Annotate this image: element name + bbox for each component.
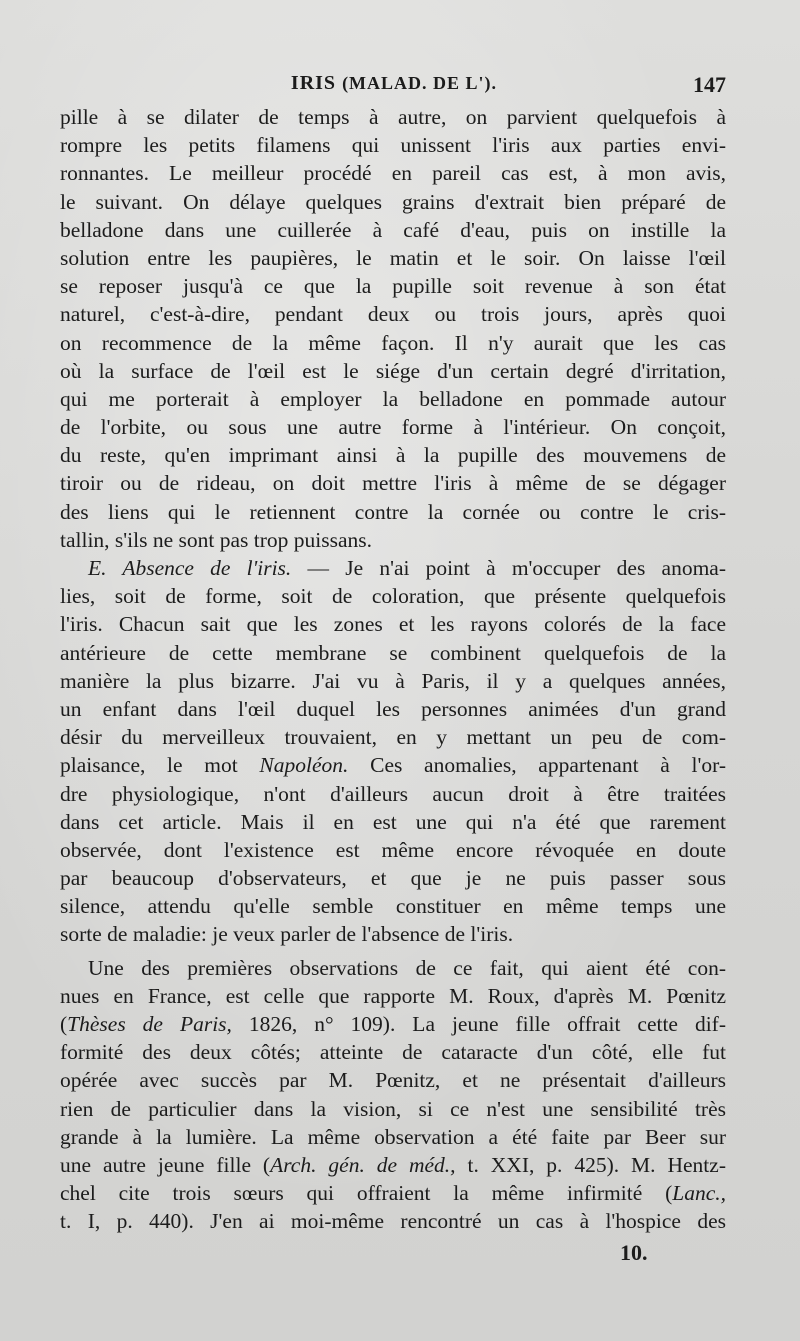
text-segment: désir du merveilleux trouvaient, en y mettant un peu de com- bbox=[60, 725, 726, 750]
page-number: 147 bbox=[693, 72, 726, 97]
text-segment: lies, soit de forme, soit de coloration, que présente quelquefois bbox=[60, 584, 726, 609]
signature-mark: 10. bbox=[620, 1240, 648, 1265]
text-segment: observée, dont l'existence est même encore révoquée en doute bbox=[60, 837, 726, 862]
text-line bbox=[60, 582, 726, 610]
text-segment: opérée avec succès par M. Pœnitz, et ne présentait d'ailleurs bbox=[60, 1068, 726, 1093]
running-title-sub: (MALAD. DE L'). bbox=[342, 73, 498, 93]
text-segment: tallin, s'ils ne sont pas trop puissans. bbox=[60, 527, 373, 552]
text-segment: nues en France, est celle que rapporte M. Roux, d'après M. Pœnitz bbox=[60, 983, 726, 1008]
text-segment: pille à se dilater de temps à autre, on parvient quelquefois à bbox=[60, 105, 726, 129]
text-segment: sorte de maladie: je veux parler de l'absence de l'iris. bbox=[60, 922, 514, 947]
text-segment: t. XXI, p. 425). M. Hentz- bbox=[455, 1152, 726, 1177]
italic-text: Napoléon. bbox=[259, 753, 349, 778]
text-segment: tiroir ou de rideau, on doit mettre l'iris à même de se dégager bbox=[60, 471, 726, 496]
text-line bbox=[60, 441, 726, 469]
text-segment: formité des deux côtés; atteinte de cataracte d'un côté, elle fut bbox=[60, 1040, 726, 1065]
text-line bbox=[60, 639, 726, 667]
text-segment: Une des premières observations de ce fait, qui aient été con- bbox=[88, 955, 726, 980]
text-segment: qui me porterait à employer la belladone en pommade autour bbox=[60, 386, 726, 411]
running-title-main: IRIS bbox=[290, 72, 337, 94]
text-line bbox=[60, 188, 726, 216]
text-line bbox=[60, 469, 726, 497]
italic-text: Thèses de Paris, bbox=[67, 1012, 232, 1036]
text-line bbox=[60, 498, 726, 526]
text-line bbox=[60, 610, 726, 638]
text-line bbox=[60, 808, 726, 836]
text-segment: silence, attendu qu'elle semble constituer en même temps une bbox=[60, 894, 726, 919]
text-segment: chel cite trois sœurs qui offraient la même infirmité ( bbox=[60, 1181, 673, 1206]
text-line bbox=[60, 667, 726, 695]
text-segment: dre physiologique, n'ont d'ailleurs aucun droit à être traitées bbox=[60, 781, 726, 806]
text-line bbox=[60, 892, 726, 920]
text-segment: dans cet article. Mais il en est une qui n'a été que rarement bbox=[60, 809, 726, 834]
text-line bbox=[60, 329, 726, 357]
text-line bbox=[60, 836, 726, 864]
text-line bbox=[60, 723, 726, 751]
text-line bbox=[60, 1095, 726, 1123]
text-segment: ( bbox=[60, 1012, 68, 1036]
text-segment: rien de particulier dans la vision, si ce n'est une sensibilité très bbox=[60, 1096, 726, 1121]
text-line bbox=[60, 216, 726, 244]
italic-text: Lanc., bbox=[672, 1181, 726, 1206]
text-segment: une autre jeune fille ( bbox=[60, 1152, 271, 1177]
text-segment: 1826, n° 109). La jeune fille offrait cette dif- bbox=[231, 1012, 726, 1036]
text-line bbox=[60, 1123, 726, 1151]
text-segment: antérieure de cette membrane se combinent quelquefois de la bbox=[60, 640, 726, 665]
text-line bbox=[60, 982, 726, 1010]
body-text bbox=[60, 103, 726, 1236]
text-segment: du reste, qu'en imprimant ainsi à la pupille des mouvemens de bbox=[60, 443, 726, 468]
text-line bbox=[60, 1066, 726, 1094]
text-line bbox=[60, 954, 726, 982]
text-segment: grande à la lumière. La même observation a été faite par Beer sur bbox=[60, 1124, 726, 1149]
text-segment: ronnantes. Le meilleur procédé en pareil cas est, à mon avis, bbox=[60, 161, 726, 186]
text-segment: naturel, c'est-à-dire, pendant deux ou trois jours, après quoi bbox=[60, 302, 726, 327]
text-line bbox=[60, 159, 726, 187]
text-segment: belladone dans une cuillerée à café d'eau, puis on instille la bbox=[60, 217, 726, 242]
text-line bbox=[60, 357, 726, 385]
text-segment: par beaucoup d'observateurs, et que je ne puis passer sous bbox=[60, 866, 726, 891]
text-segment: — Je n'ai point à m'occuper des anoma- bbox=[291, 556, 726, 580]
text-segment: solution entre les paupières, le matin et le soir. On laisse l'œil bbox=[60, 245, 726, 270]
text-segment: se reposer jusqu'à ce que la pupille soit revenue à son état bbox=[60, 274, 726, 299]
text-line bbox=[60, 920, 726, 948]
text-segment: l'iris. Chacun sait que les zones et les rayons colorés de la face bbox=[60, 612, 726, 637]
text-segment: t. I, p. 440). J'en ai moi-même rencontré un cas à l'hospice des bbox=[60, 1209, 726, 1234]
text-line bbox=[60, 244, 726, 272]
italic-text: Arch. gén. de méd., bbox=[270, 1152, 456, 1177]
text-line bbox=[60, 1038, 726, 1066]
text-line bbox=[60, 1151, 726, 1179]
running-head bbox=[62, 72, 726, 102]
text-line bbox=[60, 103, 726, 131]
text-line bbox=[60, 300, 726, 328]
text-segment: de l'orbite, ou sous une autre forme à l'intérieur. On conçoit, bbox=[60, 415, 726, 440]
text-line bbox=[60, 413, 726, 441]
text-segment: rompre les petits filamens qui unissent l'iris aux parties envi- bbox=[60, 133, 726, 158]
italic-text: E. Absence de l'iris. bbox=[88, 556, 292, 580]
text-line bbox=[60, 1179, 726, 1207]
running-title bbox=[62, 72, 726, 95]
text-segment: Ces anomalies, appartenant à l'or- bbox=[348, 753, 726, 778]
text-line bbox=[60, 131, 726, 159]
text-segment: plaisance, le mot bbox=[60, 753, 260, 778]
text-line bbox=[60, 864, 726, 892]
text-segment: le suivant. On délaye quelques grains d'extrait bien préparé de bbox=[60, 189, 726, 214]
text-line bbox=[60, 1207, 726, 1235]
text-segment: manière la plus bizarre. J'ai vu à Paris, il y a quelques années, bbox=[60, 668, 726, 693]
text-line bbox=[60, 526, 726, 554]
text-line bbox=[60, 385, 726, 413]
text-line bbox=[60, 1010, 726, 1038]
text-segment: des liens qui le retiennent contre la cornée ou contre le cris- bbox=[60, 499, 726, 524]
text-line bbox=[60, 554, 726, 582]
text-line bbox=[60, 695, 726, 723]
text-line bbox=[60, 272, 726, 300]
text-segment: où la surface de l'œil est le siége d'un certain degré d'irritation, bbox=[60, 358, 726, 383]
text-line bbox=[60, 780, 726, 808]
text-segment: on recommence de la même façon. Il n'y aurait que les cas bbox=[60, 330, 726, 355]
text-line bbox=[60, 751, 726, 779]
text-segment: un enfant dans l'œil duquel les personnes animées d'un grand bbox=[60, 696, 726, 721]
